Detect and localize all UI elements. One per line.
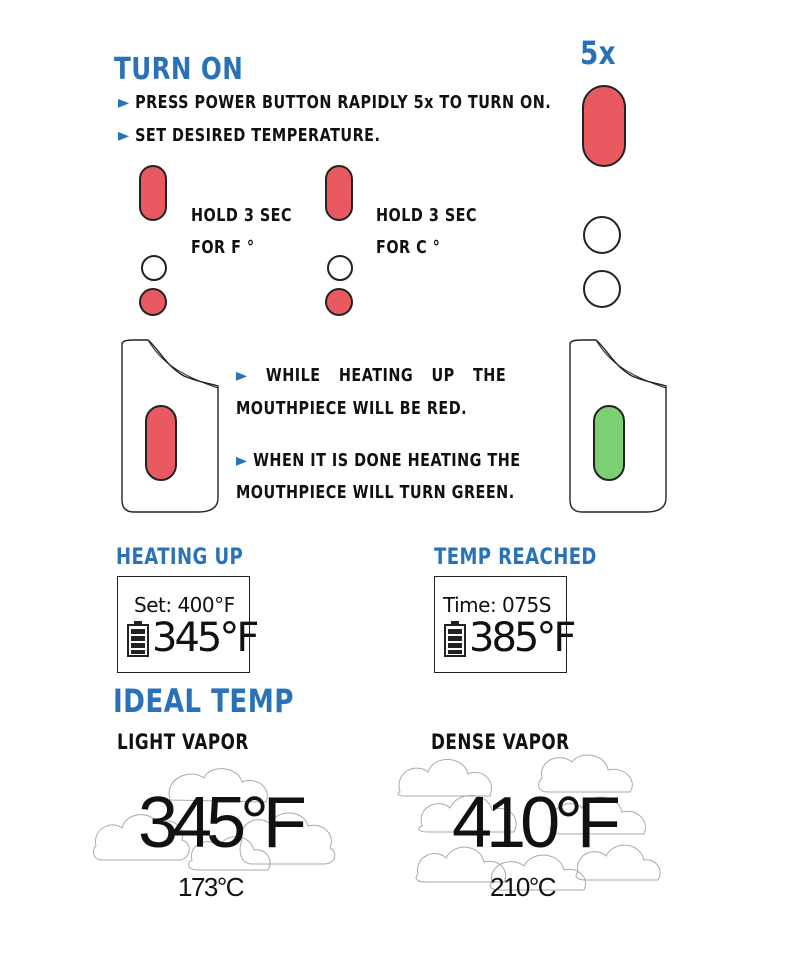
temp-reached-title: TEMP REACHED — [434, 545, 597, 570]
arrow-right-icon: ► — [118, 125, 130, 146]
heating-line2: MOUTHPIECE WILL BE RED. — [236, 398, 468, 419]
device-green-icon — [566, 338, 670, 516]
battery-icon — [127, 621, 149, 657]
heating-line1 — [236, 365, 506, 386]
power-button-icon — [582, 85, 626, 167]
ideal-temp-title: IDEAL TEMP — [113, 682, 294, 720]
arrow-right-icon: ► — [236, 365, 248, 386]
step-press-power-text: PRESS POWER BUTTON RAPIDLY 5x TO TURN ON. — [135, 92, 552, 113]
turn-on-title: TURN ON — [114, 52, 244, 87]
hold-c-line1: HOLD 3 SEC — [376, 205, 478, 226]
button-down-pressed-icon — [325, 288, 353, 316]
done-line1-text: WHEN IT IS DONE HEATING THE — [253, 450, 521, 471]
dense-vapor-celsius: 210°C — [490, 872, 556, 902]
button-up-icon — [583, 216, 621, 254]
display-current-temp: 385°F — [469, 615, 574, 661]
five-x-label: 5x — [580, 34, 617, 72]
dense-vapor-label: DENSE VAPOR — [431, 730, 570, 754]
display-set-temp: Set: 400°F — [134, 593, 235, 617]
button-up-icon — [141, 255, 167, 281]
power-button-icon — [139, 165, 167, 221]
hold-c-line2: FOR C ° — [376, 237, 441, 258]
temp-reached-display — [434, 576, 574, 673]
heating-up-title: HEATING UP — [116, 545, 244, 570]
heating-line1-text: WHILE HEATING UP THE — [265, 365, 507, 386]
arrow-right-icon: ► — [236, 450, 248, 471]
button-up-icon — [327, 255, 353, 281]
hold-f-line2: FOR F ° — [191, 237, 255, 258]
step-press-power — [118, 92, 551, 113]
arrow-right-icon: ► — [118, 92, 130, 113]
light-vapor-label: LIGHT VAPOR — [117, 730, 249, 754]
display-timer: Time: 075S — [443, 593, 551, 617]
step-set-temp — [118, 125, 380, 146]
device-red-icon — [118, 338, 222, 516]
power-button-icon — [325, 165, 353, 221]
light-vapor-celsius: 173°C — [178, 872, 244, 902]
light-vapor-fahrenheit: 345°F — [138, 783, 301, 863]
heating-up-display — [117, 576, 257, 673]
display-current-temp: 345°F — [152, 615, 257, 661]
button-down-icon — [583, 270, 621, 308]
button-down-pressed-icon — [139, 288, 167, 316]
done-line2: MOUTHPIECE WILL TURN GREEN. — [236, 482, 515, 503]
done-line1 — [236, 450, 521, 471]
hold-f-line1: HOLD 3 SEC — [191, 205, 293, 226]
dense-vapor-fahrenheit: 410°F — [452, 783, 615, 863]
battery-icon — [444, 621, 466, 657]
step-set-temp-text: SET DESIRED TEMPERATURE. — [135, 125, 381, 146]
